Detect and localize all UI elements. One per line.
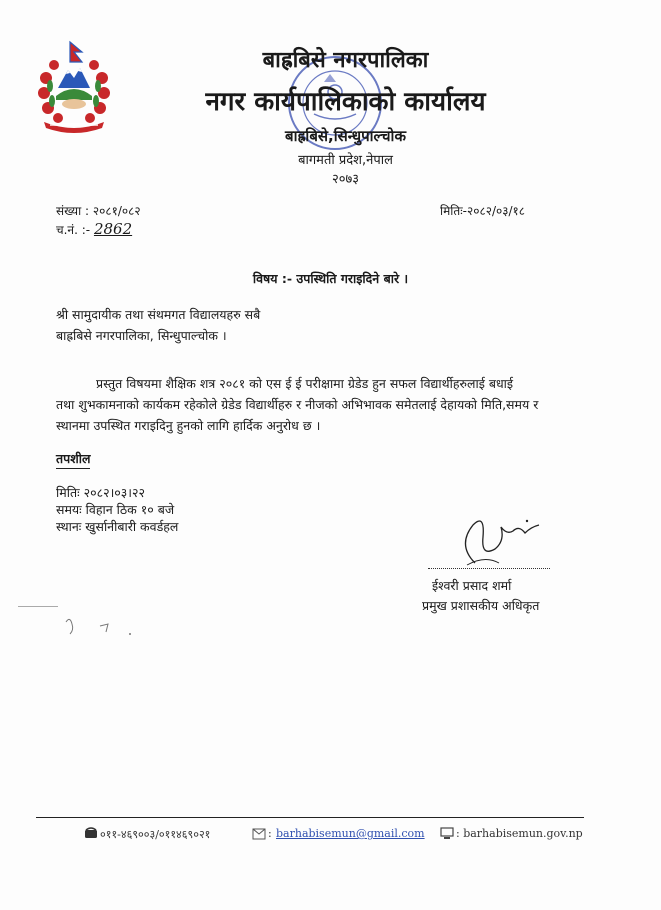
chalani-label bbox=[56, 220, 132, 238]
signature-scribble-icon bbox=[455, 505, 550, 570]
event-time: समयः विहान ठिक १० बजे bbox=[56, 502, 175, 517]
address-line-2: बागमती प्रदेश,नेपाल bbox=[298, 153, 393, 168]
letter-date: मितिः-२०८२/०३/१८ bbox=[440, 204, 525, 218]
event-date: मितिः २०८२।०३।२२ bbox=[56, 485, 146, 500]
footer-divider bbox=[36, 817, 584, 818]
address-line-1: बाह्रबिसे,सिन्धुपाल्चोक bbox=[285, 127, 406, 145]
signatory-title: प्रमुख प्रशासकीय अधिकृत bbox=[422, 598, 540, 613]
chalani-handwritten-number: 2862 bbox=[93, 220, 133, 238]
body-line-2: तथा शुभकामनाको कार्यकम रहेकोले ग्रेडेड विद्यार्थीहरु र नीजको अभिभावक समेतलाई देहायको मिति,समय र bbox=[56, 397, 539, 412]
margin-mark bbox=[18, 606, 58, 607]
phone-icon bbox=[84, 826, 98, 840]
email-separator: : bbox=[268, 827, 272, 840]
letter-subject: विषय :- उपस्थिति गराइदिने बारे । bbox=[252, 271, 409, 286]
established-year: २०७३ bbox=[331, 172, 360, 187]
details-heading: तपशील bbox=[56, 450, 90, 469]
event-place: स्थानः खुर्सानीबारी कवर्डहल bbox=[56, 519, 179, 534]
body-line-3: स्थानमा उपस्थित गराइदिनु हुनको लागि हार्दिक अनुरोध छ । bbox=[56, 418, 321, 433]
body-line-1: प्रस्तुत विषयमा शैक्षिक शत्र २०८१ को एस ई ई परीक्षामा ग्रेडेड हुन सफल विद्यार्थीहरुलाई बधाई bbox=[96, 376, 514, 391]
municipality-name: बाह्रबिसे नगरपालिका bbox=[262, 48, 429, 73]
sankhya-number: संख्या : २०८१/०८२ bbox=[56, 204, 141, 218]
office-name: नगर कार्यपालिकाको कार्यालय bbox=[205, 87, 486, 117]
email-icon bbox=[252, 828, 266, 840]
website-link[interactable]: : barhabisemun.gov.np bbox=[456, 827, 583, 840]
recipient-line-2: बाह्रबिसे नगरपालिका, सिन्धुपाल्चोक । bbox=[56, 328, 227, 343]
margin-scribble-icon bbox=[60, 612, 140, 642]
signature-line bbox=[428, 568, 550, 569]
email-link[interactable]: barhabisemun@gmail.com bbox=[276, 827, 425, 840]
computer-icon bbox=[440, 827, 454, 841]
signatory-name: ईश्वरी प्रसाद शर्मा bbox=[432, 578, 512, 593]
phone-number: ०११-४६९००३/०११४६९०२१ bbox=[100, 828, 211, 841]
chalani-prefix: च.नं. :- bbox=[56, 223, 91, 237]
recipient-line-1: श्री सामुदायीक तथा संथमगत विद्यालयहरु सबै bbox=[56, 307, 261, 322]
